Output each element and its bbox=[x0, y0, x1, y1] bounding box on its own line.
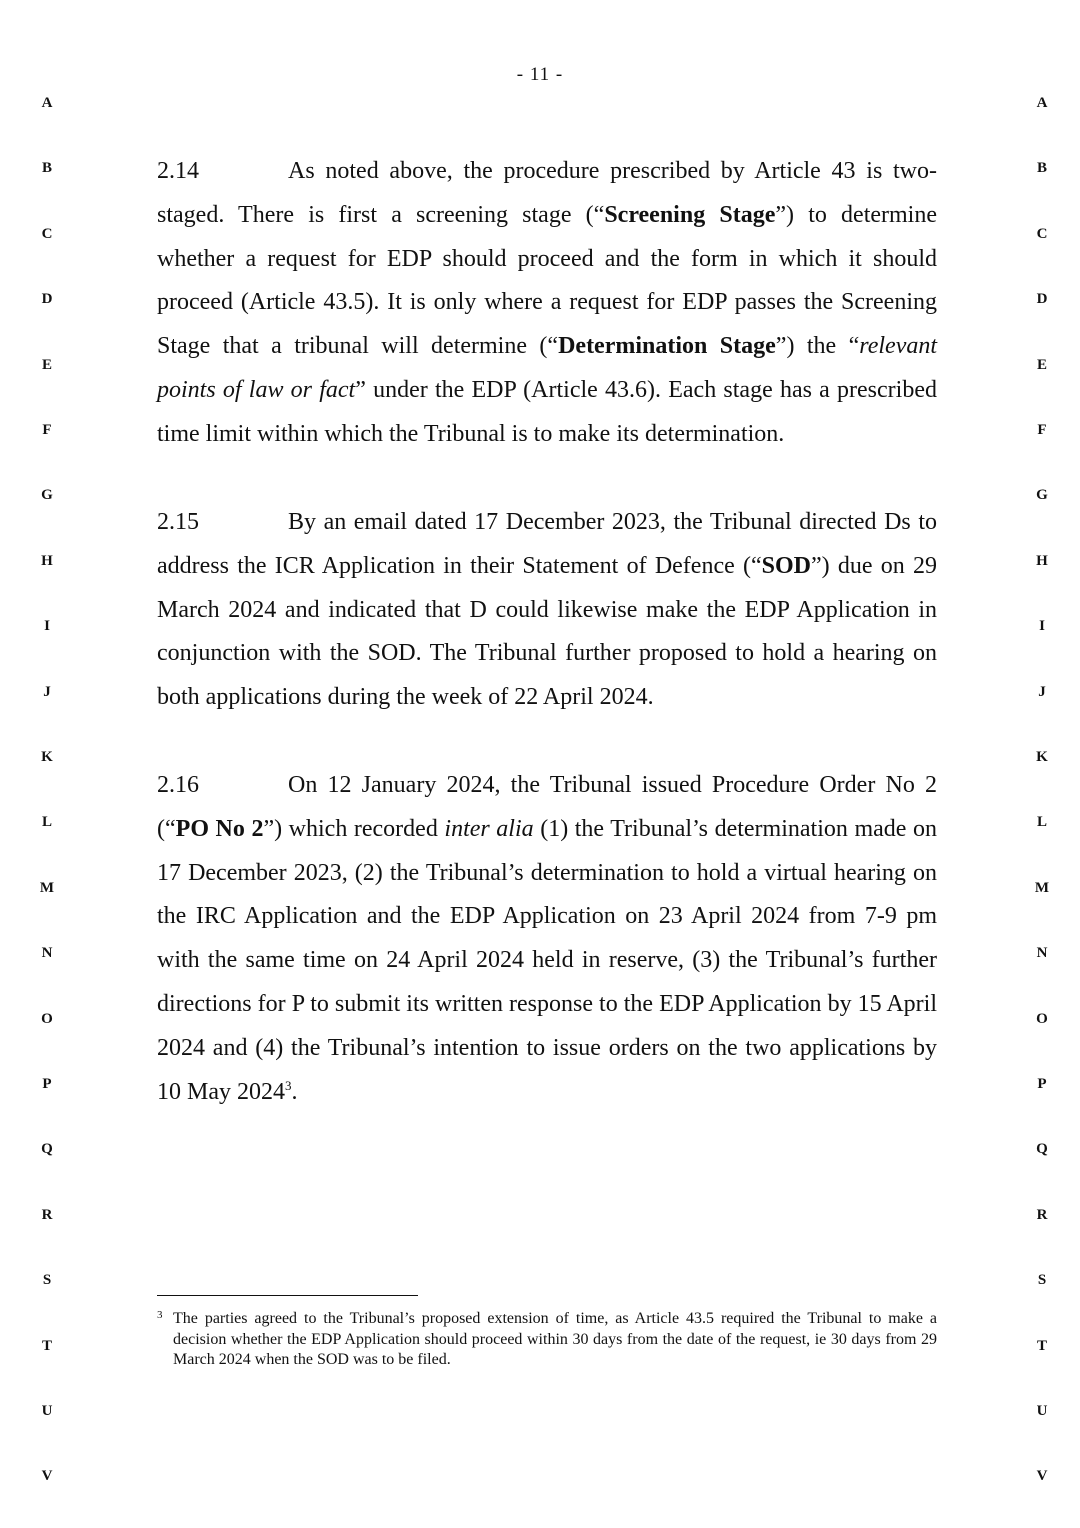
margin-letter-b: B bbox=[1036, 160, 1047, 177]
margin-letter-a: A bbox=[41, 95, 53, 111]
margin-letter-u: U bbox=[41, 1403, 53, 1419]
margin-letter-f: F bbox=[1037, 422, 1047, 438]
margin-letter-t: T bbox=[41, 1337, 52, 1354]
quoted-phrase: relevant points of law or fact bbox=[157, 333, 938, 403]
margin-letter-q: Q bbox=[1036, 1141, 1048, 1158]
paragraph-text: ”) to determine whether a request for EDP should proceed and the form in which it should proceed (Article 43.5). It is only where a request for EDP passes the Screening Stage that a tribunal will determine (“ bbox=[157, 201, 937, 360]
margin-letter-p: P bbox=[42, 1076, 52, 1092]
margin-letter-s: S bbox=[42, 1272, 52, 1289]
paragraph-number: 2.16 bbox=[157, 772, 199, 798]
margin-letter-k: K bbox=[41, 749, 53, 765]
paragraph-text: ”) the “ bbox=[775, 333, 860, 360]
margin-letter-r: R bbox=[1036, 1206, 1048, 1223]
margin-letter-o: O bbox=[1036, 1010, 1048, 1027]
margin-letter-l: L bbox=[41, 814, 52, 831]
paragraph-text: ”) which recorded bbox=[263, 815, 445, 842]
footnote-separator bbox=[157, 1295, 418, 1296]
paragraph-text: ” under the EDP (Article 43.6). Each stage has a prescribed time limit within which the Tribunal is to make its determination. bbox=[157, 376, 937, 447]
margin-letter-k: K bbox=[1036, 749, 1048, 765]
margin-letter-c: C bbox=[1036, 225, 1048, 242]
margin-letter-o: O bbox=[41, 1010, 53, 1027]
margin-letter-g: G bbox=[41, 487, 53, 504]
paragraph-text: On 12 January 2024, the Tribunal issued Procedure Order No 2 (“ bbox=[157, 772, 937, 842]
margin-letter-r: R bbox=[41, 1206, 53, 1223]
margin-letter-i: I bbox=[44, 618, 50, 635]
margin-letter-b: B bbox=[41, 160, 52, 177]
margin-letter-e: E bbox=[41, 356, 52, 373]
paragraph-number: 2.15 bbox=[157, 509, 199, 535]
footnote-marker: 3 bbox=[157, 1309, 163, 1321]
paragraph-2-15 bbox=[157, 501, 937, 720]
page-number: - 11 - bbox=[516, 64, 564, 85]
paragraph-text: ”) due on 29 March 2024 and indicated that D could likewise make the EDP Application in conjunction with the SOD. The Tribunal further proposed to hold a hearing on both applications during the week of 22 April 2024. bbox=[157, 552, 938, 711]
margin-letter-p: P bbox=[1037, 1076, 1047, 1092]
margin-letter-u: U bbox=[1036, 1403, 1048, 1419]
margin-letter-j: J bbox=[1038, 683, 1046, 700]
defined-term: Screening Stage bbox=[604, 201, 776, 228]
paragraph-text: As noted above, the procedure prescribed by Article 43 is two-staged. There is first a screening stage (“ bbox=[157, 158, 937, 228]
margin-letter-m: M bbox=[39, 879, 55, 896]
paragraph-number: 2.14 bbox=[157, 158, 199, 184]
margin-letter-n: N bbox=[1036, 945, 1048, 962]
margin-letter-g: G bbox=[1036, 487, 1048, 504]
paragraph-text: By an email dated 17 December 2023, the Tribunal directed Ds to address the ICR Application in their Statement of Defence (“ bbox=[157, 509, 937, 579]
margin-letter-v: V bbox=[1036, 1468, 1048, 1485]
margin-letter-s: S bbox=[1037, 1272, 1047, 1289]
paragraph-2-16 bbox=[157, 764, 937, 1114]
margin-letter-a: A bbox=[1036, 95, 1048, 111]
margin-letter-e: E bbox=[1036, 356, 1047, 373]
margin-letter-i: I bbox=[1039, 618, 1045, 635]
paragraph-text: (1) the Tribunal’s determination made on 17 December 2023, (2) the Tribunal’s determination to hold a virtual hearing on the IRC Application and the EDP Application on 23 April 2024 from 7-9 pm with the same time on 24 April 2024 held in reserve, (3) the Tribunal’s further directions for P to submit its written response to the EDP Application by 15 April 2024 and (4) the Tribunal’s intention to issue orders on the two applications by 10 May 2024 bbox=[157, 815, 937, 1105]
footnote-reference[interactable]: 3 bbox=[285, 1077, 292, 1093]
margin-letter-f: F bbox=[42, 422, 52, 438]
latin-phrase: inter alia bbox=[444, 815, 534, 842]
footnote-text: The parties agreed to the Tribunal’s proposed extension of time, as Article 43.5 required the Tribunal to make a decision whether the EDP Application should proceed within 30 days from the date of the request, ie 30 days from 29 March 2024 when the SOD was to be filed. bbox=[173, 1310, 937, 1368]
paragraph-text: . bbox=[291, 1078, 298, 1105]
margin-letter-l: L bbox=[1036, 814, 1047, 831]
margin-letter-n: N bbox=[41, 945, 53, 962]
paragraph-2-14 bbox=[157, 150, 937, 457]
margin-letter-h: H bbox=[1036, 552, 1048, 569]
defined-term: PO No 2 bbox=[175, 815, 264, 842]
margin-letter-j: J bbox=[43, 683, 51, 700]
margin-letter-h: H bbox=[41, 552, 53, 569]
left-margin-letters bbox=[32, 0, 62, 1528]
margin-letter-v: V bbox=[41, 1468, 53, 1485]
margin-letter-c: C bbox=[41, 225, 53, 242]
margin-letter-d: D bbox=[1036, 291, 1048, 308]
margin-letter-t: T bbox=[1036, 1337, 1047, 1354]
defined-term: Determination Stage bbox=[558, 333, 776, 360]
margin-letter-d: D bbox=[41, 291, 53, 308]
margin-letter-m: M bbox=[1034, 879, 1050, 896]
right-margin-letters bbox=[1027, 0, 1057, 1528]
defined-term: SOD bbox=[761, 552, 811, 579]
margin-letter-q: Q bbox=[41, 1141, 53, 1158]
footnote bbox=[157, 1309, 937, 1371]
